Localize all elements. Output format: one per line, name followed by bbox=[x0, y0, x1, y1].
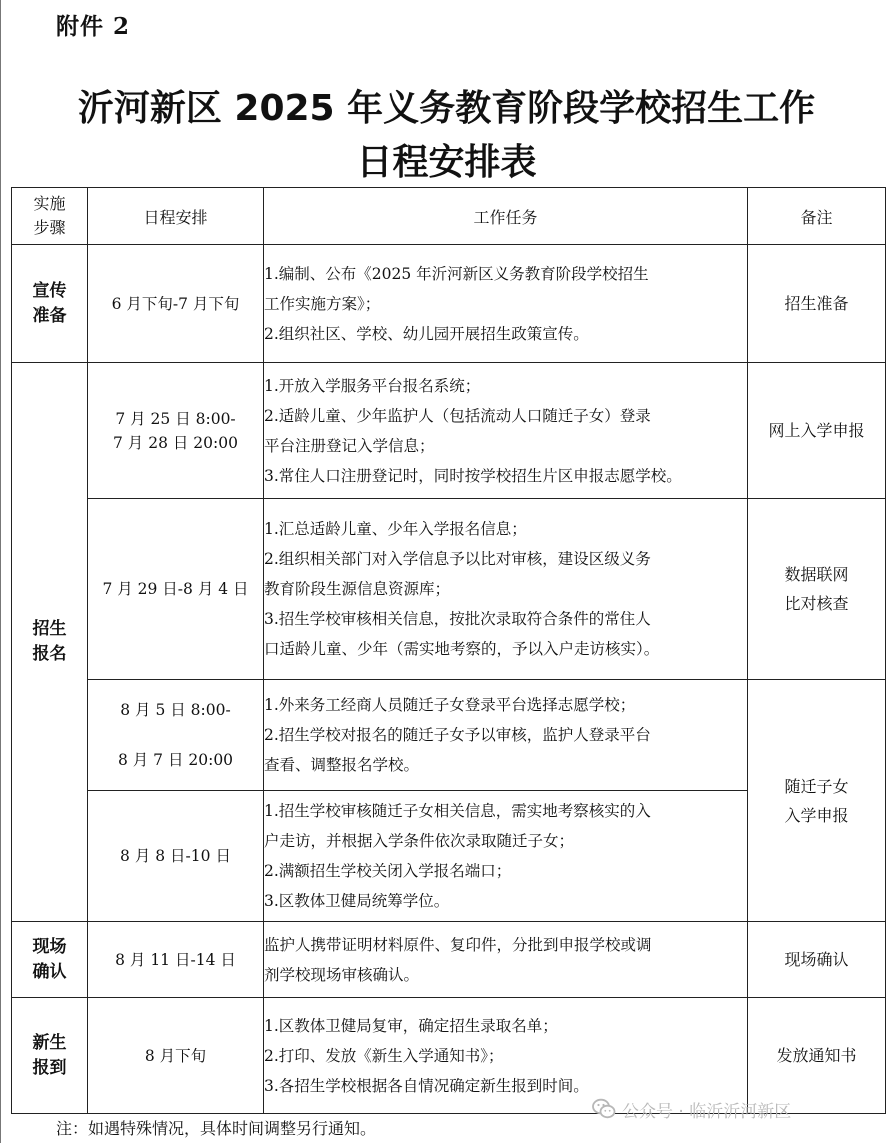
date-cell bbox=[88, 499, 264, 680]
document-title-line1: 沂河新区 2025 年义务教育阶段学校招生工作 bbox=[77, 88, 816, 129]
table-row bbox=[12, 363, 886, 499]
date-cell bbox=[88, 791, 264, 922]
date-line1: 6 月下旬-7 月下旬 bbox=[111, 294, 240, 313]
date-line1: 8 月 5 日 8:00- bbox=[120, 701, 231, 719]
note-line2: 比对核查 bbox=[784, 594, 849, 613]
attachment-label: 附件 2 bbox=[56, 13, 131, 40]
step-label-line1: 宣传 bbox=[32, 280, 67, 301]
task-line: 监护人携带证明材料原件、复印件，分批到申报学校或调 bbox=[264, 935, 652, 954]
step-label-line2: 报到 bbox=[32, 1057, 67, 1078]
table-row bbox=[12, 680, 886, 791]
date-line1: 7 月 29 日-8 月 4 日 bbox=[102, 580, 249, 598]
task-cell bbox=[264, 499, 748, 680]
task-line: 2.招生学校对报名的随迁子女予以审核，监护人登录平台 bbox=[264, 726, 651, 744]
step-cell bbox=[12, 363, 88, 922]
task-line: 1.编制、公布《2025 年沂河新区义务教育阶段学校招生 bbox=[264, 264, 649, 283]
header-step-line1: 实施 bbox=[33, 194, 66, 213]
task-line: 2.组织相关部门对入学信息予以比对审核，建设区级义务 bbox=[264, 550, 651, 568]
watermark-text: 公众号 · 临沂沂河新区 bbox=[622, 1101, 792, 1122]
footnote: 注：如遇特殊情况，具体时间调整另行通知。 bbox=[56, 1119, 377, 1138]
schedule-table bbox=[11, 187, 886, 1114]
task-line: 剂学校现场审核确认。 bbox=[264, 965, 420, 984]
task-cell bbox=[264, 245, 748, 363]
note-line1: 招生准备 bbox=[784, 294, 849, 313]
document-title-line2: 日程安排表 bbox=[356, 142, 537, 183]
task-line: 3.区教体卫健局统筹学位。 bbox=[264, 892, 450, 910]
task-line: 户走访，并根据入学条件依次录取随迁子女； bbox=[264, 832, 575, 850]
table-row bbox=[12, 245, 886, 363]
step-label-line1: 新生 bbox=[32, 1032, 67, 1053]
note-line1: 发放通知书 bbox=[776, 1046, 857, 1065]
task-line: 2.组织社区、学校、幼儿园开展招生政策宣传。 bbox=[264, 324, 589, 343]
date-line1: 8 月下旬 bbox=[144, 1046, 207, 1065]
note-line1: 现场确认 bbox=[784, 950, 849, 969]
header-note: 备注 bbox=[748, 188, 886, 245]
task-line: 查看、调整报名学校。 bbox=[264, 756, 420, 774]
step-label-line2: 准备 bbox=[32, 305, 67, 326]
step-cell bbox=[12, 922, 88, 998]
note-cell bbox=[748, 499, 886, 680]
task-line: 3.常住人口注册登记时，同时按学校招生片区申报志愿学校。 bbox=[264, 466, 682, 485]
step-cell bbox=[12, 245, 88, 363]
table-row bbox=[12, 499, 886, 680]
note-cell bbox=[748, 680, 886, 922]
step-cell bbox=[12, 998, 88, 1114]
step-label-line2: 确认 bbox=[32, 961, 67, 982]
date-line1: 7 月 25 日 8:00- bbox=[115, 409, 236, 428]
date-line1: 8 月 8 日-10 日 bbox=[120, 847, 231, 865]
task-line: 2.满额招生学校关闭入学报名端口； bbox=[264, 862, 512, 880]
date-cell bbox=[88, 245, 264, 363]
note-cell bbox=[748, 363, 886, 499]
header-schedule: 日程安排 bbox=[88, 188, 264, 245]
note-line1: 随迁子女 bbox=[784, 776, 849, 796]
task-line: 1.区教体卫健局复审，确定招生录取名单； bbox=[264, 1016, 558, 1035]
task-line: 2.打印、发放《新生入学通知书》； bbox=[264, 1046, 504, 1065]
task-line: 3.招生学校审核相关信息，按批次录取符合条件的常住人 bbox=[264, 610, 651, 628]
task-cell bbox=[264, 922, 748, 998]
step-label-line1: 现场 bbox=[32, 936, 67, 957]
header-task: 工作任务 bbox=[264, 188, 748, 245]
header-step bbox=[12, 188, 88, 245]
date-cell bbox=[88, 363, 264, 499]
header-step-line2: 步骤 bbox=[33, 218, 66, 237]
task-line: 1.外来务工经商人员随迁子女登录平台选择志愿学校； bbox=[264, 696, 636, 714]
note-line1: 网上入学申报 bbox=[768, 421, 865, 440]
wechat-icon bbox=[592, 1098, 616, 1120]
task-line: 2.适龄儿童、少年监护人（包括流动人口随迁子女）登录 bbox=[264, 406, 651, 425]
task-line: 平台注册登记入学信息； bbox=[264, 436, 435, 455]
task-line: 1.招生学校审核随迁子女相关信息，需实地考察核实的入 bbox=[264, 802, 651, 820]
task-cell bbox=[264, 791, 748, 922]
task-line: 3.各招生学校根据各自情况确定新生报到时间。 bbox=[264, 1076, 589, 1095]
note-cell bbox=[748, 245, 886, 363]
date-cell bbox=[88, 998, 264, 1114]
date-cell bbox=[88, 922, 264, 998]
step-label-line2: 报名 bbox=[32, 644, 67, 664]
watermark bbox=[592, 1094, 791, 1124]
task-line: 口适龄儿童、少年（需实地考察的，予以入户走访核实）。 bbox=[264, 640, 660, 658]
note-cell bbox=[748, 922, 886, 998]
date-line2: 7 月 28 日 20:00 bbox=[113, 433, 238, 452]
date-line1: 8 月 11 日-14 日 bbox=[115, 950, 236, 969]
date-line2: 8 月 7 日 20:00 bbox=[117, 751, 234, 769]
task-line: 1.开放入学服务平台报名系统； bbox=[264, 376, 481, 395]
task-line: 1.汇总适龄儿童、少年入学报名信息； bbox=[264, 520, 527, 538]
table-header-row bbox=[12, 188, 886, 245]
table-row bbox=[12, 922, 886, 998]
task-cell bbox=[264, 363, 748, 499]
note-line1: 数据联网 bbox=[784, 565, 849, 584]
task-line: 教育阶段生源信息资源库； bbox=[264, 580, 451, 598]
step-label-line1: 招生 bbox=[32, 619, 67, 639]
date-cell bbox=[88, 680, 264, 791]
note-line2: 入学申报 bbox=[784, 805, 849, 825]
task-cell bbox=[264, 680, 748, 791]
task-line: 工作实施方案》； bbox=[264, 294, 381, 313]
